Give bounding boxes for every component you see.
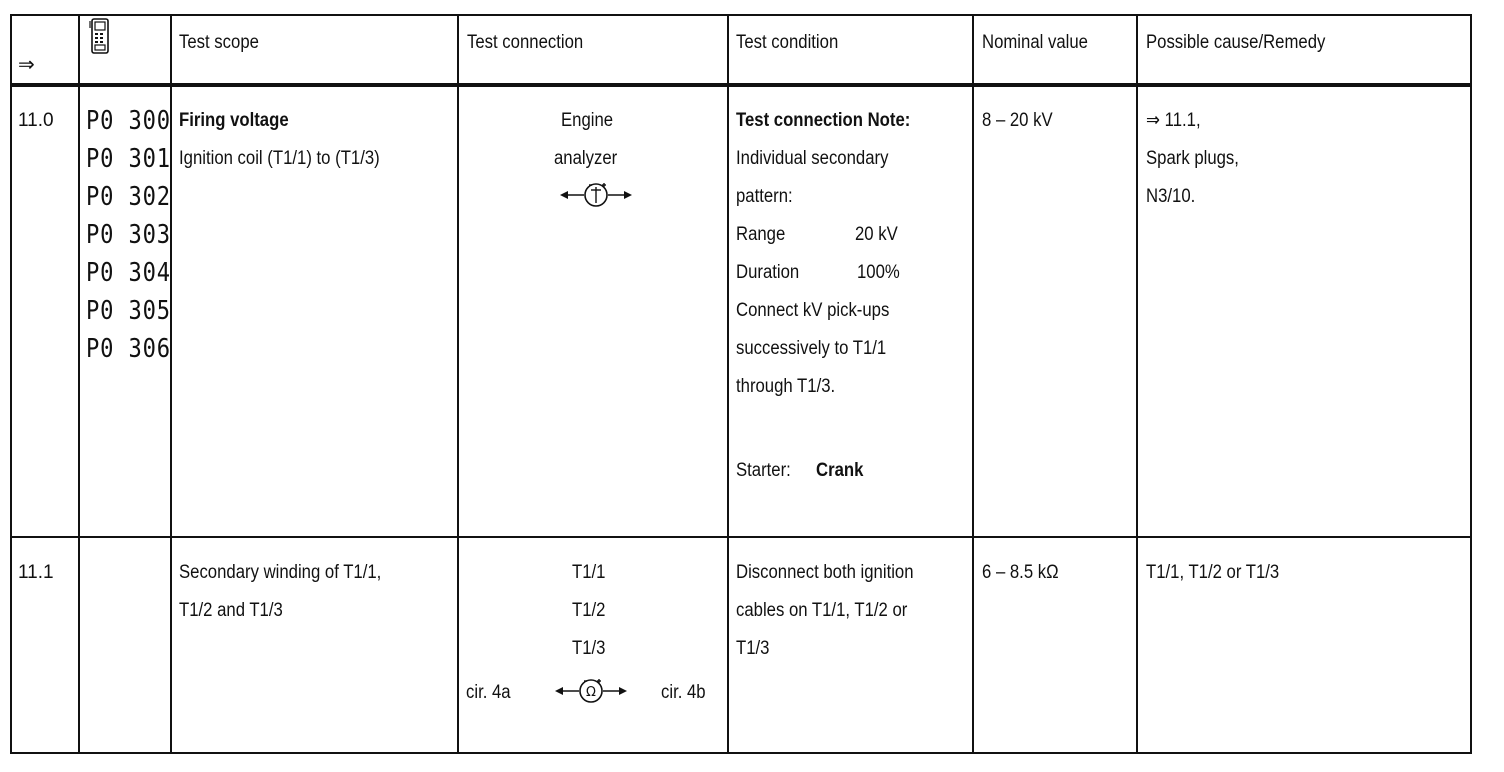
- table-top-border: [10, 14, 1472, 16]
- header-test-connection: Test connection: [467, 32, 584, 53]
- condition-line: pattern:: [736, 186, 793, 207]
- nominal-value: 8 – 20 kV: [982, 110, 1053, 131]
- scope-line: Secondary winding of T1/1,: [179, 562, 382, 583]
- dtc-code: P0 303: [86, 220, 171, 250]
- circuit-right: cir. 4b: [661, 682, 706, 703]
- nominal-value: 6 – 8.5 kΩ: [982, 562, 1059, 583]
- cause-line: Spark plugs,: [1146, 148, 1239, 169]
- connection-line: T1/3: [572, 638, 606, 659]
- condition-line: cables on T1/1, T1/2 or: [736, 600, 908, 621]
- range-value: 20 kV: [855, 224, 898, 245]
- dtc-code: P0 300: [86, 106, 171, 136]
- duration-value: 100%: [857, 262, 900, 283]
- header-arrow: ⇒: [18, 54, 35, 76]
- step-number: 11.1: [18, 562, 54, 583]
- header-bottom-border: [10, 83, 1472, 87]
- svg-text:Ω: Ω: [586, 685, 596, 700]
- dtc-code: P0 305: [86, 296, 171, 326]
- col-border-right: [1470, 14, 1472, 754]
- connection-line: Engine: [561, 110, 614, 131]
- condition-title: Test connection Note:: [736, 110, 911, 131]
- condition-line: Individual secondary: [736, 148, 889, 169]
- condition-line: Disconnect both ignition: [736, 562, 914, 583]
- voltmeter-symbol-icon: [558, 178, 634, 217]
- col-border-4: [727, 14, 729, 754]
- table-bottom-border: [10, 752, 1472, 754]
- connection-line: analyzer: [554, 148, 618, 169]
- dtc-code: P0 302: [86, 182, 171, 212]
- connection-line: T1/1: [572, 562, 606, 583]
- dtc-code: P0 306: [86, 334, 171, 364]
- col-border-left: [10, 14, 12, 754]
- scope-text: Ignition coil (T1/1) to (T1/3): [179, 148, 380, 169]
- starter-label: Starter:: [736, 460, 791, 481]
- dtc-code: P0 301: [86, 144, 171, 174]
- connection-line: T1/2: [572, 600, 606, 621]
- header-test-scope: Test scope: [179, 32, 259, 53]
- cause-line: N3/10.: [1146, 186, 1196, 207]
- row-divider: [10, 536, 1472, 538]
- cause-line: T1/1, T1/2 or T1/3: [1146, 562, 1280, 583]
- starter-value: Crank: [816, 460, 864, 481]
- condition-line: Connect kV pick-ups: [736, 300, 890, 321]
- dtc-code: P0 304: [86, 258, 171, 288]
- header-test-condition: Test condition: [736, 32, 839, 53]
- condition-line: successively to T1/1: [736, 338, 887, 359]
- handheld-tester-icon: [88, 18, 112, 59]
- condition-line: T1/3: [736, 638, 770, 659]
- condition-line: through T1/3.: [736, 376, 836, 397]
- circuit-left: cir. 4a: [466, 682, 511, 703]
- col-border-3: [457, 14, 459, 754]
- step-number: 11.0: [18, 110, 54, 131]
- scope-line: T1/2 and T1/3: [179, 600, 283, 621]
- col-border-5: [972, 14, 974, 754]
- range-label: Range: [736, 224, 786, 245]
- ohmmeter-symbol-icon: [553, 674, 629, 713]
- header-possible-cause: Possible cause/Remedy: [1146, 32, 1326, 53]
- col-border-6: [1136, 14, 1138, 754]
- col-border-1: [78, 14, 80, 754]
- header-nominal-value: Nominal value: [982, 32, 1088, 53]
- cause-line: ⇒ 11.1,: [1146, 110, 1201, 131]
- duration-label: Duration: [736, 262, 800, 283]
- scope-title: Firing voltage: [179, 110, 289, 131]
